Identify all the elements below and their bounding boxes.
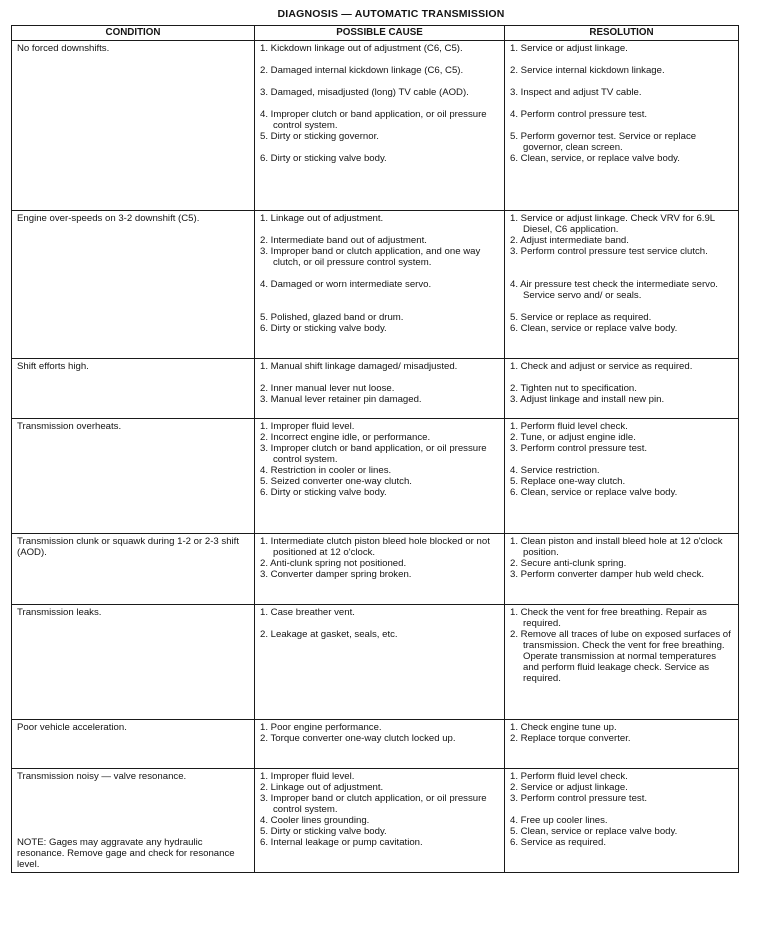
resolution-item: 1. Perform fluid level check. [510, 421, 628, 432]
resolution-item: 4. Free up cooler lines. [510, 815, 608, 826]
resolution-cell [505, 769, 739, 873]
cause-item: 5. Seized converter one-way clutch. [260, 476, 412, 487]
cause-item: 2. Linkage out of adjustment. [260, 782, 384, 793]
table-row [12, 419, 739, 534]
cause-cell [255, 534, 505, 605]
header-possible-cause: POSSIBLE CAUSE [255, 26, 505, 41]
resolution-item: 2. Replace torque converter. [510, 733, 631, 744]
cause-item: 6. Internal leakage or pump cavitation. [260, 837, 423, 848]
cause-item: 2. Incorrect engine idle, or performance. [260, 432, 431, 443]
cause-item: 4. Damaged or worn intermediate servo. [260, 279, 432, 290]
cause-item: 6. Dirty or sticking valve body. [260, 323, 387, 334]
table-row [12, 534, 739, 605]
cause-item: 4. Cooler lines grounding. [260, 815, 370, 826]
document-title: DIAGNOSIS — AUTOMATIC TRANSMISSION [277, 8, 505, 20]
condition-text: Transmission clunk or squawk during 1-2 or 2-3 shift (AOD). [17, 536, 239, 558]
cause-cell [255, 419, 505, 534]
resolution-item: 1. Clean piston and install bleed hole at 12 o'clock position. [510, 536, 723, 558]
resolution-item: 5. Clean, service or replace valve body. [510, 826, 678, 837]
table-row [12, 359, 739, 419]
condition-note: NOTE: Gages may aggravate any hydraulic resonance. Remove gage and check for resonance level. [17, 837, 235, 870]
cause-item: 1. Manual shift linkage damaged/ misadjusted. [260, 361, 458, 372]
table-row [12, 605, 739, 720]
resolution-item: 2. Tighten nut to specification. [510, 383, 637, 394]
cause-item: 3. Improper clutch or band application, or oil pressure control system. [260, 443, 487, 465]
resolution-item: 2. Remove all traces of lube on exposed surfaces of transmission. Check the vent for free breathing. Operate transmission at normal temperatures and perform fluid leakage check. Service as required. [510, 629, 731, 684]
resolution-item: 1. Perform fluid level check. [510, 771, 628, 782]
condition-text: Shift efforts high. [17, 361, 89, 372]
resolution-item: 4. Perform control pressure test. [510, 109, 648, 120]
resolution-item: 2. Service or adjust linkage. [510, 782, 628, 793]
resolution-cell [505, 359, 739, 419]
resolution-cell [505, 211, 739, 359]
cause-cell [255, 41, 505, 211]
resolution-item: 5. Service or replace as required. [510, 312, 652, 323]
resolution-item: 2. Adjust intermediate band. [510, 235, 629, 246]
resolution-item: 5. Replace one-way clutch. [510, 476, 626, 487]
cause-item: 2. Damaged internal kickdown linkage (C6, C5). [260, 65, 464, 76]
cause-cell [255, 211, 505, 359]
cause-item: 2. Anti-clunk spring not positioned. [260, 558, 407, 569]
resolution-item: 4. Service restriction. [510, 465, 600, 476]
resolution-item: 2. Tune, or adjust engine idle. [510, 432, 636, 443]
resolution-item: 6. Service as required. [510, 837, 606, 848]
resolution-item: 2. Secure anti-clunk spring. [510, 558, 627, 569]
condition-cell [12, 419, 255, 534]
cause-cell [255, 605, 505, 720]
header-resolution: RESOLUTION [505, 26, 739, 41]
table-header-row [12, 26, 739, 41]
resolution-item: 6. Clean, service, or replace valve body. [510, 153, 680, 164]
cause-item: 5. Dirty or sticking valve body. [260, 826, 387, 837]
cause-item: 4. Restriction in cooler or lines. [260, 465, 392, 476]
cause-item: 1. Improper fluid level. [260, 771, 355, 782]
resolution-cell [505, 720, 739, 769]
header-condition: CONDITION [12, 26, 255, 41]
table-row [12, 41, 739, 211]
cause-item: 6. Dirty or sticking valve body. [260, 487, 387, 498]
condition-text: Transmission noisy — valve resonance. [17, 771, 187, 782]
condition-cell [12, 359, 255, 419]
resolution-item: 2. Service internal kickdown linkage. [510, 65, 665, 76]
resolution-item: 3. Perform control pressure test service clutch. [510, 246, 708, 257]
cause-item: 6. Dirty or sticking valve body. [260, 153, 387, 164]
resolution-item: 3. Perform control pressure test. [510, 443, 648, 454]
cause-item: 3. Manual lever retainer pin damaged. [260, 394, 422, 405]
cause-cell [255, 769, 505, 873]
cause-item: 3. Improper band or clutch application, and one way clutch, or oil pressure control system. [260, 246, 481, 268]
cause-item: 1. Intermediate clutch piston bleed hole blocked or not positioned at 12 o'clock. [260, 536, 490, 558]
cause-item: 1. Improper fluid level. [260, 421, 355, 432]
cause-item: 4. Improper clutch or band application, or oil pressure control system. [260, 109, 487, 131]
cause-item: 3. Improper band or clutch application, or oil pressure control system. [260, 793, 487, 815]
resolution-cell [505, 534, 739, 605]
resolution-item: 5. Perform governor test. Service or replace governor, clean screen. [510, 131, 697, 153]
condition-cell [12, 720, 255, 769]
cause-item: 1. Kickdown linkage out of adjustment (C6, C5). [260, 43, 463, 54]
resolution-cell [505, 605, 739, 720]
condition-text: Engine over-speeds on 3-2 downshift (C5). [17, 213, 200, 224]
condition-text: No forced downshifts. [17, 43, 110, 54]
resolution-item: 1. Service or adjust linkage. Check VRV for 6.9L Diesel, C6 application. [510, 213, 715, 235]
cause-item: 1. Poor engine performance. [260, 722, 382, 733]
resolution-item: 3. Perform control pressure test. [510, 793, 648, 804]
table-row [12, 769, 739, 873]
condition-cell [12, 605, 255, 720]
cause-item: 2. Inner manual lever nut loose. [260, 383, 395, 394]
cause-item: 2. Leakage at gasket, seals, etc. [260, 629, 398, 640]
table-row [12, 720, 739, 769]
resolution-item: 1. Check engine tune up. [510, 722, 617, 733]
cause-cell [255, 359, 505, 419]
resolution-item: 6. Clean, service or replace valve body. [510, 487, 678, 498]
cause-item: 3. Damaged, misadjusted (long) TV cable (AOD). [260, 87, 469, 98]
cause-item: 2. Torque converter one-way clutch locked up. [260, 733, 456, 744]
cause-item: 2. Intermediate band out of adjustment. [260, 235, 427, 246]
cause-item: 5. Dirty or sticking governor. [260, 131, 379, 142]
resolution-item: 1. Check and adjust or service as required. [510, 361, 693, 372]
condition-cell [12, 41, 255, 211]
condition-text: Transmission overheats. [17, 421, 122, 432]
resolution-item: 1. Service or adjust linkage. [510, 43, 628, 54]
resolution-item: 3. Perform converter damper hub weld check. [510, 569, 705, 580]
resolution-cell [505, 41, 739, 211]
resolution-item: 6. Clean, service or replace valve body. [510, 323, 678, 334]
cause-cell [255, 720, 505, 769]
resolution-cell [505, 419, 739, 534]
condition-cell [12, 211, 255, 359]
resolution-item: 3. Inspect and adjust TV cable. [510, 87, 642, 98]
condition-text: Transmission leaks. [17, 607, 102, 618]
cause-item: 5. Polished, glazed band or drum. [260, 312, 404, 323]
resolution-item: 1. Check the vent for free breathing. Repair as required. [510, 607, 707, 629]
condition-cell [12, 534, 255, 605]
cause-item: 1. Linkage out of adjustment. [260, 213, 384, 224]
cause-item: 3. Converter damper spring broken. [260, 569, 412, 580]
table-row [12, 211, 739, 359]
table-body [12, 41, 739, 873]
diagnosis-table [11, 25, 739, 873]
resolution-item: 3. Adjust linkage and install new pin. [510, 394, 665, 405]
cause-item: 1. Case breather vent. [260, 607, 355, 618]
condition-cell [12, 769, 255, 873]
resolution-item: 4. Air pressure test check the intermediate servo. Service servo and/ or seals. [510, 279, 718, 301]
condition-text: Poor vehicle acceleration. [17, 722, 127, 733]
